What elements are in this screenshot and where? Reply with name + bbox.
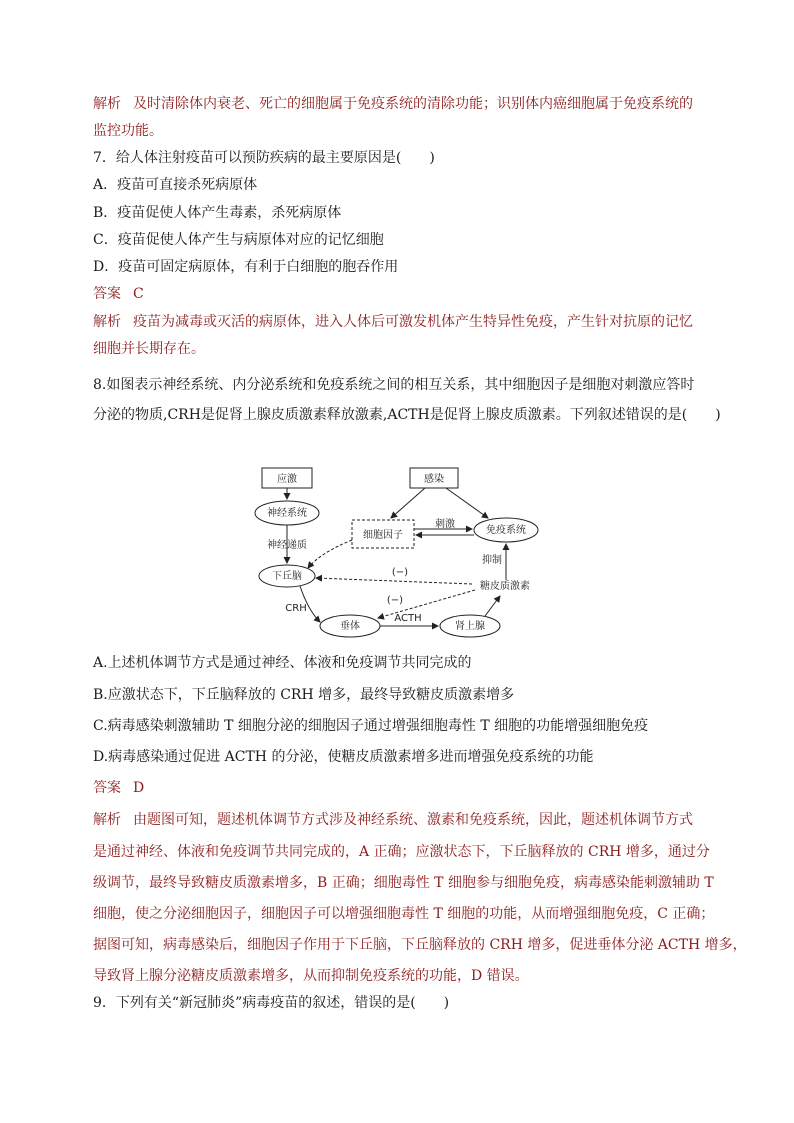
minus-label-1: (−) [391, 567, 409, 578]
q7-answer-label: 答案 [93, 286, 121, 302]
q8-explanation-line-2: 是通过神经、体液和免疫调节共同完成的，A 正确；应激状态下，下丘脑释放的 CRH 增多，通过分 [93, 844, 710, 860]
immune-system-label: 免疫系统 [486, 525, 526, 536]
q9-stem: 9．下列有关“新冠肺炎”病毒疫苗的叙述，错误的是( ) [93, 995, 450, 1011]
q8-explanation-label: 解析 [93, 812, 121, 828]
adrenal-label: 肾上腺 [455, 621, 485, 632]
q8-answer-value: D [133, 780, 145, 796]
arrow-infection-to-cytokine [391, 488, 425, 518]
infection-label: 感染 [424, 474, 444, 485]
arrow-cytokine-to-hypothalamus [308, 540, 352, 568]
stress-label: 应激 [277, 474, 297, 485]
nervous-system-label: 神经系统 [267, 508, 307, 519]
crh-label: CRH [285, 603, 307, 614]
q7-option-c: C．疫苗促使人体产生与病原体对应的记忆细胞 [93, 232, 384, 248]
q7-option-a: A．疫苗可直接杀死病原体 [93, 177, 258, 193]
q8-stem-line-2: 分泌的物质,CRH是促肾上腺皮质激素释放激素,ACTH是促肾上腺皮质激素。下列叙述错误的是( ) [93, 407, 721, 423]
q8-explanation-line-5: 据图可知，病毒感染后，细胞因子作用于下丘脑，下丘脑释放的 CRH 增多，促进垂体分泌 ACTH 增多， [93, 937, 747, 953]
arrow-glucocorticoid-to-hypothalamus [316, 578, 472, 584]
q8-option-a: A.上述机体调节方式是通过神经、体液和免疫调节共同完成的 [93, 655, 472, 671]
q7-explanation-line-2: 细胞并长期存在。 [93, 341, 205, 357]
pituitary-label: 垂体 [340, 621, 360, 632]
glucocorticoid-label: 糖皮质激素 [480, 581, 530, 592]
hypothalamus-label: 下丘脑 [272, 571, 302, 582]
q8-option-c: C.病毒感染刺激辅助 T 细胞分泌的细胞因子通过增强细胞毒性 T 细胞的功能增强细胞免疫 [93, 718, 649, 734]
arrow-infection-to-immune [446, 488, 488, 518]
arrow-adrenal-to-glucocorticoid [485, 596, 500, 616]
cytokine-label: 细胞因子 [363, 530, 403, 541]
q6-explanation-text: 及时清除体内衰老、死亡的细胞属于免疫系统的清除功能；识别体内癌细胞属于免疫系统的 [133, 96, 693, 112]
q6-explanation-line-2: 监控功能。 [93, 123, 163, 139]
regulation-diagram [250, 458, 550, 648]
q8-answer [93, 778, 144, 798]
q8-explanation-line-1 [93, 810, 693, 830]
q8-stem-line-1: 8.如图表示神经系统、内分泌系统和免疫系统之间的相互关系，其中细胞因子是细胞对刺激应答时 [93, 377, 695, 393]
q7-option-d: D．疫苗可固定病原体，有利于白细胞的胞吞作用 [93, 259, 399, 275]
q7-stem: 7．给人体注射疫苗可以预防疾病的最主要原因是( ) [93, 150, 435, 166]
q8-answer-label: 答案 [93, 780, 121, 796]
q8-option-b: B.应激状态下，下丘脑释放的 CRH 增多，最终导致糖皮质激素增多 [93, 687, 515, 703]
q8-explanation-text-1: 由题图可知，题述机体调节方式涉及神经系统、激素和免疫系统，因此，题述机体调节方式 [133, 812, 693, 828]
neurotransmitter-label: 神经递质 [267, 540, 307, 551]
q7-option-b: B．疫苗促使人体产生毒素，杀死病原体 [93, 205, 342, 221]
q6-explanation-label: 解析 [93, 96, 121, 112]
minus-label-2: (−) [386, 595, 404, 606]
q8-explanation-line-3: 级调节，最终导致糖皮质激素增多，B 正确；细胞毒性 T 细胞参与细胞免疫，病毒感染能刺激辅助 T [93, 875, 714, 891]
q7-explanation-text: 疫苗为减毒或灭活的病原体，进入人体后可激发机体产生特异性免疫，产生针对抗原的记忆 [133, 314, 693, 330]
q8-explanation-line-4: 细胞，使之分泌细胞因子，细胞因子可以增强细胞毒性 T 细胞的功能，从而增强细胞免疫，C 正确； [93, 906, 715, 922]
q7-answer-value: C [133, 286, 144, 302]
q6-explanation-line-1 [93, 94, 693, 114]
q7-explanation-line-1 [93, 312, 693, 332]
q8-explanation-line-6: 导致肾上腺分泌糖皮质激素增多，从而抑制免疫系统的功能，D 错误。 [93, 968, 529, 984]
q7-explanation-label: 解析 [93, 314, 121, 330]
acth-label: ACTH [394, 613, 422, 624]
stimulate-label: 刺激 [435, 519, 455, 530]
inhibit-label: 抑制 [482, 555, 502, 566]
q7-answer [93, 284, 144, 304]
q8-option-d: D.病毒感染通过促进 ACTH 的分泌，使糖皮质激素增多进而增强免疫系统的功能 [93, 749, 594, 765]
